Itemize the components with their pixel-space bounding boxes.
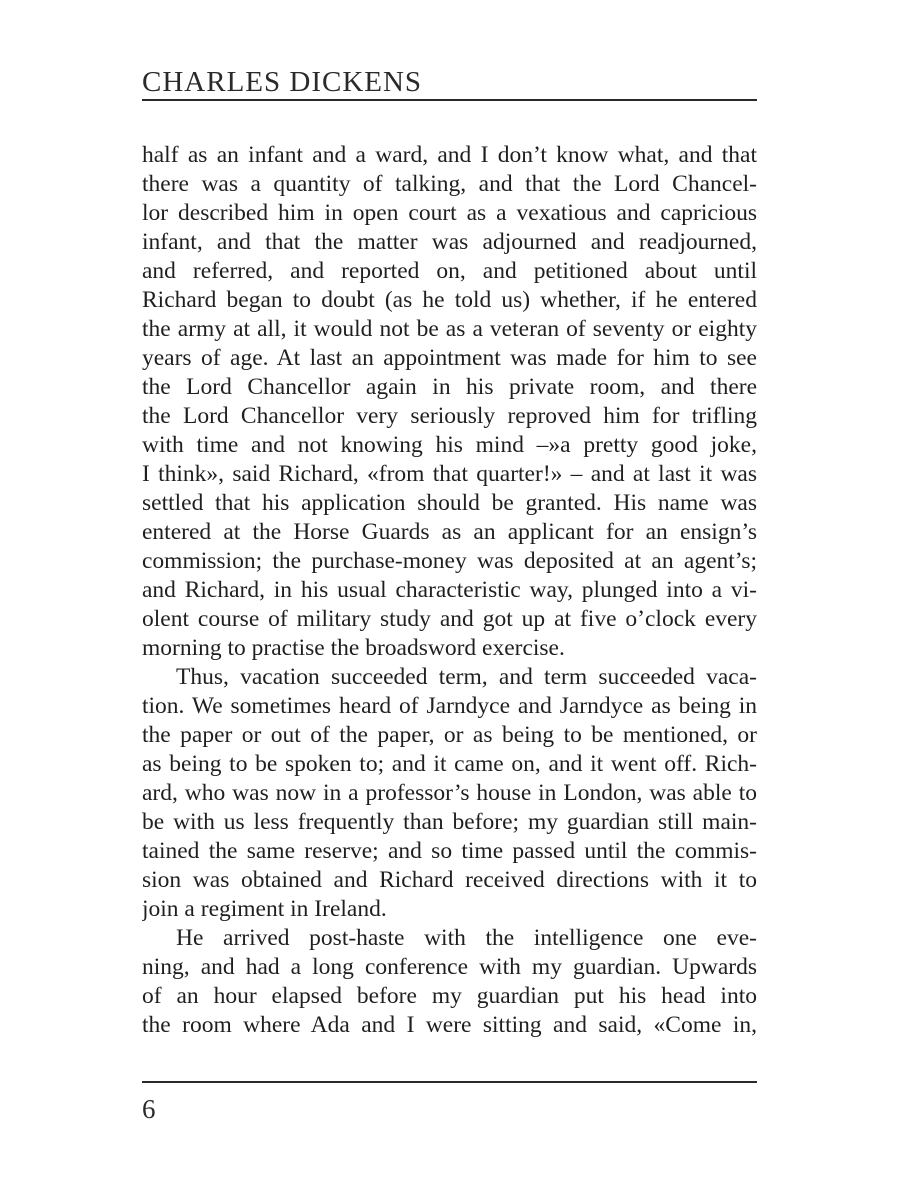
text-line: the room where Ada and I were sitting and said, «Come in, xyxy=(142,1012,757,1038)
text-line: there was a quantity of talking, and that the Lord Chancel- xyxy=(142,171,757,197)
text-line: ard, who was now in a professor’s house in London, was able to xyxy=(142,780,757,806)
text-line: years of age. At last an appointment was made for him to see xyxy=(142,345,757,371)
text-line: and referred, and reported on, and petitioned about until xyxy=(142,258,757,284)
text-line: and Richard, in his usual characteristic way, plunged into a vi- xyxy=(142,577,757,603)
text-line: lor described him in open court as a vexatious and capricious xyxy=(142,200,757,226)
paragraph-first-line: Thus, vacation succeeded term, and term succeeded vaca- xyxy=(176,664,757,690)
text-line: with time and not knowing his mind –»a pretty good joke, xyxy=(142,432,757,458)
text-line: be with us less frequently than before; my guardian still main- xyxy=(142,809,757,835)
text-line: as being to be spoken to; and it came on, and it went off. Rich- xyxy=(142,751,757,777)
text-line: the army at all, it would not be as a veteran of seventy or eighty xyxy=(142,316,757,342)
paragraph-first-line: He arrived post-haste with the intelligence one eve- xyxy=(176,925,757,951)
text-line: tion. We sometimes heard of Jarndyce and Jarndyce as being in xyxy=(142,693,757,719)
paragraph-end-line: join a regiment in Ireland. xyxy=(142,896,387,922)
text-line: entered at the Horse Guards as an applicant for an ensign’s xyxy=(142,519,757,545)
paragraph-end-line: morning to practise the broadsword exercise. xyxy=(142,635,565,661)
body-text xyxy=(142,141,757,1040)
running-head-title: CHARLES DICKENS xyxy=(142,66,423,98)
text-line: half as an infant and a ward, and I don’t know what, and that xyxy=(142,142,757,168)
header-rule xyxy=(142,99,757,101)
text-line: Richard began to doubt (as he told us) whether, if he entered xyxy=(142,287,757,313)
text-line: I think», said Richard, «from that quarter!» – and at last it was xyxy=(142,461,757,487)
text-line: the Lord Chancellor very seriously reproved him for trifling xyxy=(142,403,757,429)
text-line: olent course of military study and got up at five o’clock every xyxy=(142,606,757,632)
text-line: commission; the purchase-money was deposited at an agent’s; xyxy=(142,548,757,574)
footer-rule xyxy=(142,1081,757,1083)
page-number: 6 xyxy=(142,1094,156,1124)
text-line: ning, and had a long conference with my guardian. Upwards xyxy=(142,954,757,980)
text-line: the paper or out of the paper, or as being to be mentioned, or xyxy=(142,722,757,748)
text-line: the Lord Chancellor again in his private room, and there xyxy=(142,374,757,400)
text-line: of an hour elapsed before my guardian put his head into xyxy=(142,983,757,1009)
text-line: settled that his application should be granted. His name was xyxy=(142,490,757,516)
text-line: infant, and that the matter was adjourned and readjourned, xyxy=(142,229,757,255)
text-line: sion was obtained and Richard received directions with it to xyxy=(142,867,757,893)
text-line: tained the same reserve; and so time passed until the commis- xyxy=(142,838,757,864)
